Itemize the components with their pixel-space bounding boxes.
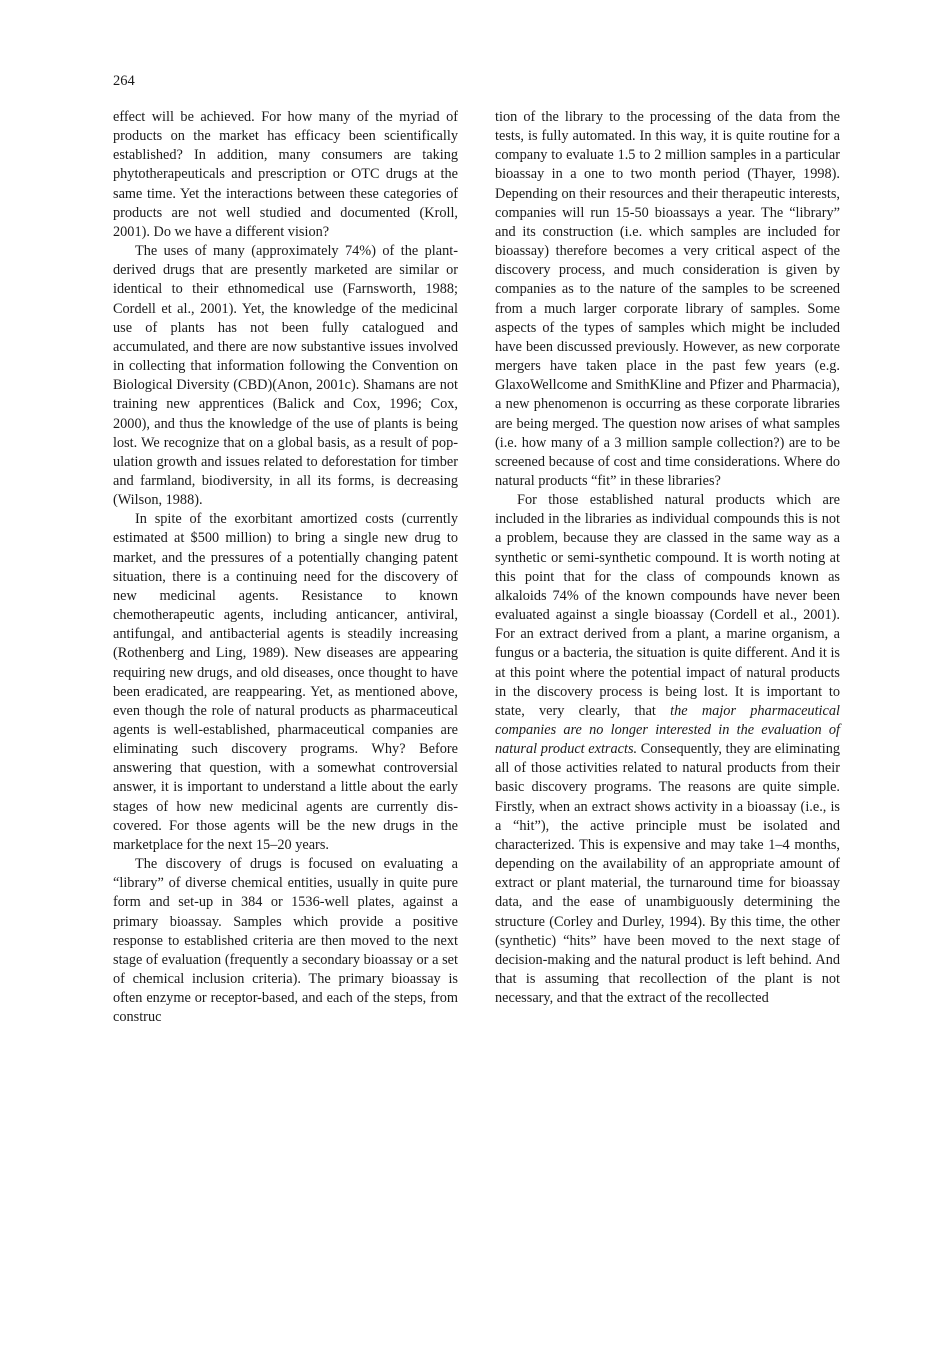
page-number: 264 [113, 73, 135, 89]
paragraph-text: For those established natural products which are included in the libraries as individual compounds this is not a problem, because they are classed in the same way as a synthetic or semi-synthetic compound. It is worth noting at this point that for the class of compounds known as alkaloids 74% of the known compounds have never been evaluated against a single bioassay (Cordell et al., 2001). For an extract derived from a plant, a marine organism, a fungus or a bacteria, the situation is quite different. And it is at this point where the potential impact of natural products in the discovery process is being lost. It is important to state, very clearly, that [495, 492, 840, 719]
paragraph: In spite of the exorbitant amortized costs (currently estimated at $500 million) to bring a single new drug to market, and the pressures of a potentially changing patent situation, there is a continuing need for the discovery of new medicinal agents. Resistance to known chemotherapeutic agents, including anticancer, antiviral, antifungal, and antibacterial agents is steadily increasing (Rothenberg and Ling, 1989). New diseases are appearing requiring new drugs, and old diseases, once thought to have been eradicated, are reappearing. Yet, as mentioned above, even though the role of natural products as pharmaceutical agents is well-established, pharmaceutical companies are eliminating such discovery programs. Why? Before answering that question, with a somewhat controversial answer, it is important to understand a little about the early stages of how new medicinal agents are currently discovered. For those agents will be the new drugs in the marketplace for the next 15–20 years. [113, 511, 458, 853]
emphasized-text: the major pharmaceutical companies are no longer interested in the evaluation of natural product extracts. [495, 702, 840, 758]
paragraph: The discovery of drugs is focused on evaluating a “library” of diverse chemical entities, usually in quite pure form and set-up in 384 or 1536-well plates, against a primary bioassay. Samples which provide a positive response to established criteria are then moved to the next stage of evaluation (frequently a secondary bioassay or a set of chemical inclusion criteria). The primary bioassay is often enzyme or receptor-based, and each of the steps, from construc [113, 856, 458, 1026]
right-column [495, 108, 840, 1008]
paragraph-text: Consequently, they are eliminating all of those activities related to natural products from their basic discovery programs. The reasons are quite simple. Firstly, when an extract shows activity in a bioassay (i.e., is a “hit”), the active principle must be isolated and characterized. This is expensive and may take 1–4 months, depending on the availability of an appropriate amount of extract or plant material, the turnaround time for bioassay data, and the ease of unambiguously determining the structure (Corley and Durley, 1994). By this time, the other (synthetic) “hits” have been moved to the next stage of decision-making and the natural product is left behind. And that is assuming that recollection of the plant is not necessary, and that the extract of the recollected [495, 741, 840, 1007]
paragraph [495, 491, 840, 1008]
paragraph: tion of the library to the processing of the data from the tests, is fully automated. In this way, it is quite routine for a company to evaluate 1.5 to 2 million samples in a particular bioassay in a one to two month period (Thayer, 1998). Depending on their resources and their therapeutic interests, companies will run 15-50 bioassays a year. The “library” and its construction (i.e. which samples are included for bioassay) therefore becomes a very critical aspect of the discovery process, and much consideration is given by companies as to the nature of the samples to be screened from a much larger corporate library of samples. Some aspects of the types of samples which might be included have been discussed previously. However, as new corporate mergers have taken place in the past few years (e.g. GlaxoWellcome and SmithKline and Pfizer and Pharmacia), a new phenomenon is occurring as these corporate libraries are being merged. The question now arises of what samples (i.e. how many of a 3 million sample collection?) are to be screened because of cost and time considerations. Where do natural products “fit” in these libraries? [495, 109, 840, 489]
paragraph: The uses of many (approximately 74%) of the plant-derived drugs that are presently marketed are similar or identical to their ethnomedical use (Farnsworth, 1988; Cordell et al., 2001). Yet, the knowledge of the medicinal use of plants has not been fully catalogued and accumulated, and there are now substantive issues involved in collecting that information following the Convention on Biological Diversity (CBD)(Anon, 2001c). Shamans are not training new apprentices (Balick and Cox, 1996; Cox, 2000), and thus the knowledge of the use of plants is being lost. We recognize that on a global basis, as a result of population growth and issues related to deforestation for timber and farmland, biodiversity, in all its forms, is decreasing (Wilson, 1988). [113, 243, 458, 509]
paragraph: effect will be achieved. For how many of the myriad of products on the market has efficacy been scientifically established? In addition, many consumers are taking phytotherapeuticals and prescription or OTC drugs at the same time. Yet the interactions between these categories of products are not well studied and documented (Kroll, 2001). Do we have a different vision? [113, 109, 458, 240]
left-column [113, 108, 458, 1028]
